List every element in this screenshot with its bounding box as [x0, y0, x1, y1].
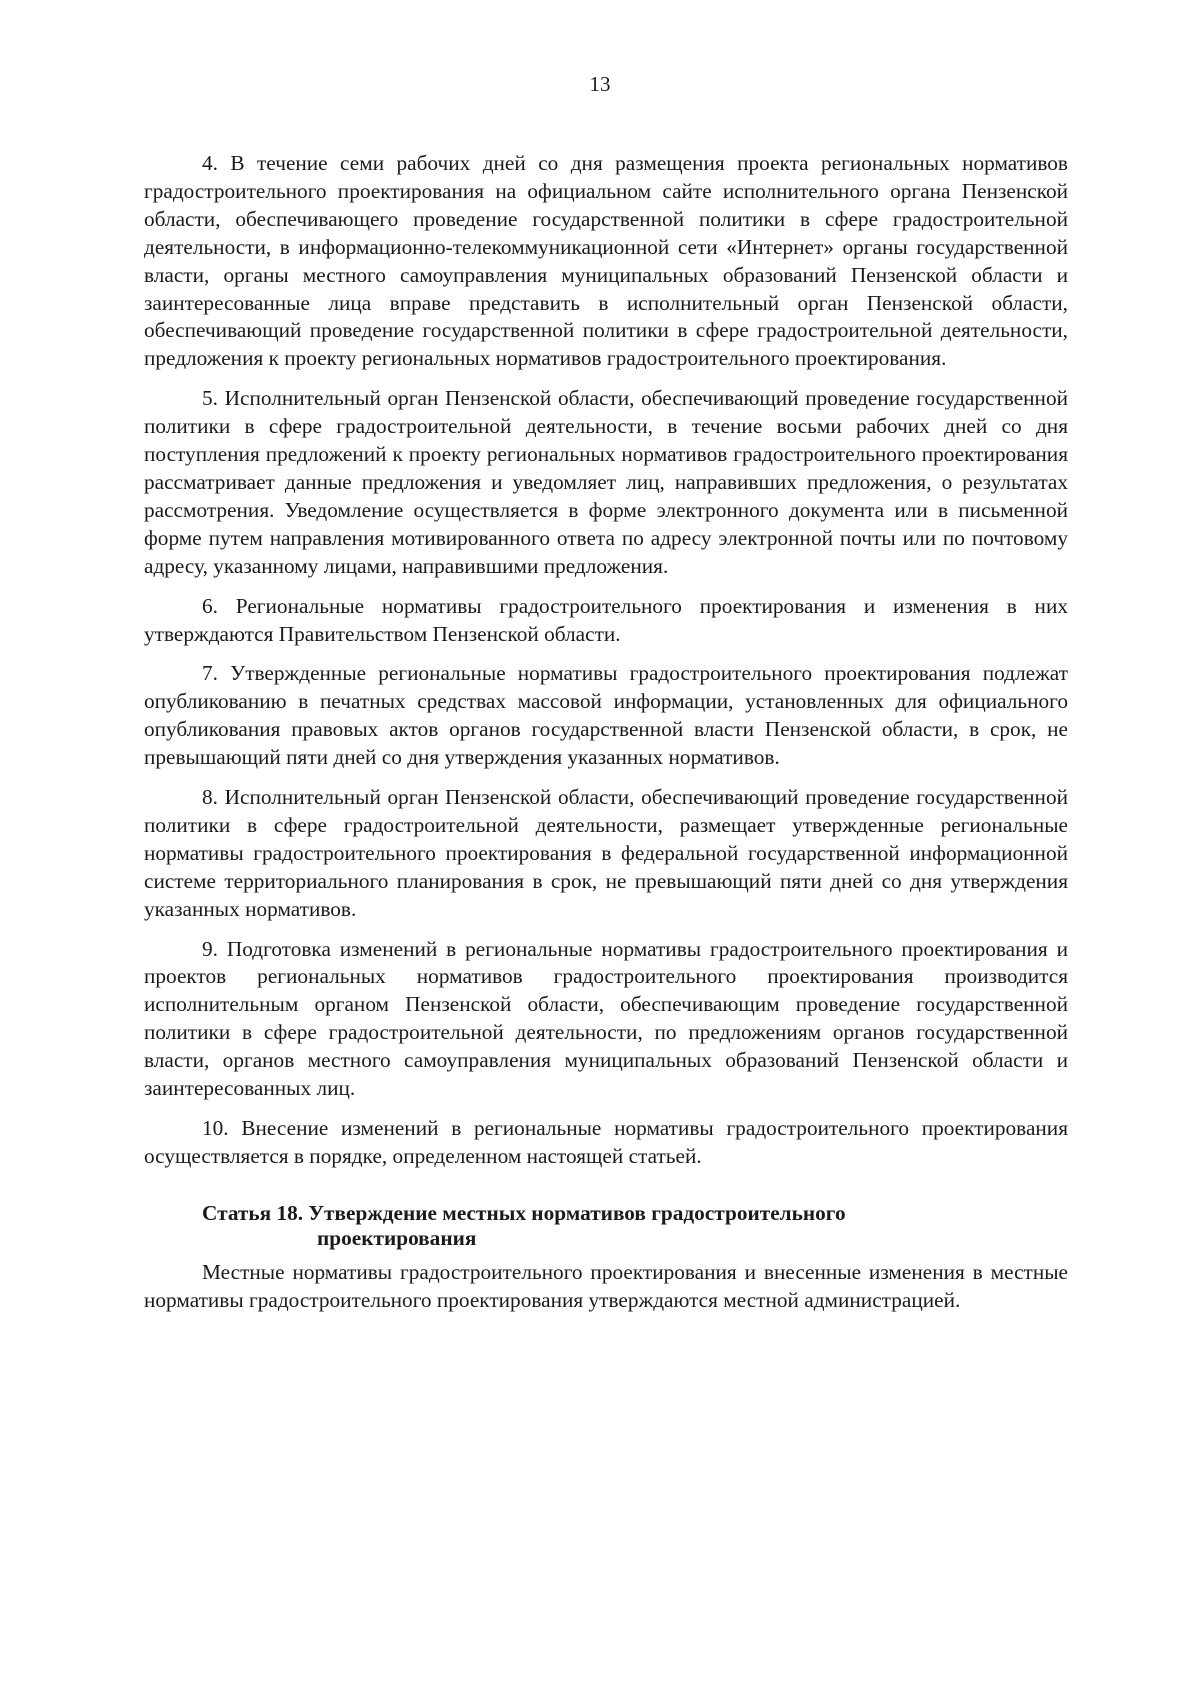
paragraph-4: 4. В течение семи рабочих дней со дня размещения проекта региональных нормативов градостроительного проектирования на официальном сайте исполнительного органа Пензенской области, обеспечивающего проведение государственной политики в сфере градостроительной деятельности, в информационно-телекоммуникационной сети «Интернет» органы государственной власти, органы местного самоуправления муниципальных образований Пензенской области и заинтересованные лица вправе представить в исполнительный орган Пензенской области, обеспечивающий проведение государственной политики в сфере градостроительной деятельности, предложения к проекту региональных нормативов градостроительного проектирования.	[144, 151, 1068, 371]
paragraph-6: 6. Региональные нормативы градостроительного проектирования и изменения в них утверждаются Правительством Пензенской области.	[144, 593, 1068, 646]
article-18-body: Местные нормативы градостроительного проектирования и внесенные изменения в местные нормативы градостроительного проектирования утверждаются местной администрацией.	[144, 1259, 1068, 1312]
paragraph-8: 8. Исполнительный орган Пензенской области, обеспечивающий проведение государственной политики в сфере градостроительной деятельности, размещает утвержденные региональные нормативы градостроительного проектирования в федеральной государственной информационной системе территориального планирования в срок, не превышающий пяти дней со дня утверждения указанных нормативов.	[144, 785, 1068, 921]
article-heading-line-1: Статья 18. Утверждение местных нормативов градостроительного	[202, 1200, 846, 1225]
article-18-heading	[144, 1201, 1068, 1251]
article-heading-line-2: проектирования	[317, 1225, 477, 1250]
page-number: 13	[589, 72, 611, 96]
paragraph-7: 7. Утвержденные региональные нормативы градостроительного проектирования подлежат опубликованию в печатных средствах массовой информации, установленных для официального опубликования правовых актов органов государственной власти Пензенской области, в срок, не превышающий пяти дней со дня утверждения указанных нормативов.	[144, 661, 1068, 770]
document-body	[144, 150, 1068, 1315]
paragraph-5: 5. Исполнительный орган Пензенской области, обеспечивающий проведение государственной политики в сфере градостроительной деятельности, в течение восьми рабочих дней со дня поступления предложений к проекту региональных нормативов градостроительного проектирования рассматривает данные предложения и уведомляет лиц, направивших предложения, о результатах рассмотрения. Уведомление осуществляется в форме электронного документа или в письменной форме путем направления мотивированного ответа по адресу электронной почты или по почтовому адресу, указанному лицами, направившими предложения.	[144, 386, 1068, 578]
paragraph-9: 9. Подготовка изменений в региональные нормативы градостроительного проектирования и проектов региональных нормативов градостроительного проектирования производится исполнительным органом Пензенской области, обеспечивающим проведение государственной политики в сфере градостроительной деятельности, по предложениям органов государственной власти, органов местного самоуправления муниципальных образований Пензенской области и заинтересованных лиц.	[144, 936, 1068, 1101]
paragraph-10: 10. Внесение изменений в региональные нормативы градостроительного проектирования осуществляется в порядке, определенном настоящей статьей.	[144, 1116, 1068, 1168]
